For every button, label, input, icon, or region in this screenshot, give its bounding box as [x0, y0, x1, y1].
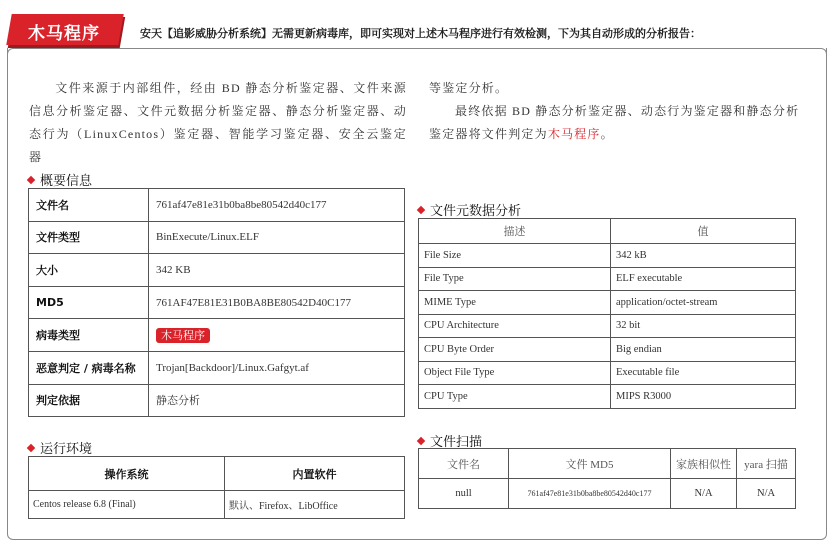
table-row	[29, 221, 405, 254]
table-row	[419, 244, 796, 268]
table-row	[29, 319, 405, 352]
column-header: 家族相似性	[671, 449, 737, 479]
column-header: yara 扫描	[737, 449, 796, 479]
intro-right-text: 最终依据 BD 静态分析鉴定器、动态行为鉴定器和静态分析鉴定器将文件判定为	[429, 104, 800, 141]
diamond-bullet-icon	[417, 206, 425, 214]
metadata-title-text: 文件元数据分析	[430, 204, 522, 219]
column-header: 值	[611, 219, 796, 244]
overview-value: Trojan[Backdoor]/Linux.Gafgyt.af	[149, 351, 405, 384]
metadata-title	[418, 200, 521, 219]
intro-right-line2	[429, 100, 807, 146]
metadata-key: MIME Type	[419, 291, 611, 315]
metadata-value: application/octet-stream	[611, 291, 796, 315]
environment-table	[28, 456, 405, 519]
table-row	[419, 385, 796, 409]
diamond-bullet-icon	[27, 444, 35, 452]
overview-key: 文件类型	[29, 221, 149, 254]
table-row	[419, 267, 796, 291]
overview-value: 静态分析	[149, 384, 405, 417]
table-row	[29, 189, 405, 222]
intro-left-paragraph	[29, 77, 407, 169]
table-row	[29, 351, 405, 384]
intro-right-line1: 等鉴定分析。	[429, 81, 509, 95]
overview-key: 恶意判定 / 病毒名称	[29, 351, 149, 384]
scan-yara: N/A	[737, 479, 796, 509]
overview-value: BinExecute/Linux.ELF	[149, 221, 405, 254]
scan-table	[418, 448, 796, 509]
overview-key: MD5	[29, 286, 149, 319]
table-row	[419, 361, 796, 385]
overview-value: 761AF47E81E31B0BA8BE80542D40C177	[149, 286, 405, 319]
environment-os: Centos release 6.8 (Final)	[29, 491, 225, 519]
table-header-row	[29, 457, 405, 491]
intro-verdict: 木马程序	[547, 127, 601, 141]
table-row	[29, 384, 405, 417]
metadata-key: File Type	[419, 267, 611, 291]
metadata-key: Object File Type	[419, 361, 611, 385]
table-row	[29, 254, 405, 287]
metadata-key: File Size	[419, 244, 611, 268]
overview-value: 761af47e81e31b0ba8be80542d40c177	[149, 189, 405, 222]
metadata-key: CPU Type	[419, 385, 611, 409]
scan-family: N/A	[671, 479, 737, 509]
overview-value: 342 KB	[149, 254, 405, 287]
diamond-bullet-icon	[417, 437, 425, 445]
header-description: 安天【追影威胁分析系统】无需更新病毒库，即可实现对上述木马程序进行有效检测，下为其自动形成的分析报告：	[140, 27, 701, 40]
column-header: 文件 MD5	[509, 449, 671, 479]
column-header: 内置软件	[225, 457, 405, 491]
column-header: 操作系统	[29, 457, 225, 491]
metadata-value: Big endian	[611, 338, 796, 362]
table-row	[29, 286, 405, 319]
diamond-bullet-icon	[27, 176, 35, 184]
metadata-table	[418, 218, 796, 409]
intro-suffix: 。	[600, 127, 614, 141]
scan-filename: null	[419, 479, 509, 509]
metadata-key: CPU Byte Order	[419, 338, 611, 362]
overview-key: 病毒类型	[29, 319, 149, 352]
scan-title-text: 文件扫描	[430, 435, 483, 450]
virus-type-badge: 木马程序	[156, 328, 210, 343]
table-header-row	[419, 449, 796, 479]
table-row	[419, 314, 796, 338]
metadata-value: 32 bit	[611, 314, 796, 338]
table-header-row	[419, 219, 796, 244]
overview-key: 大小	[29, 254, 149, 287]
table-row	[29, 491, 405, 519]
intro-right-paragraph	[429, 77, 807, 146]
scan-md5: 761af47e81e31b0ba8be80542d40c177	[509, 479, 671, 509]
metadata-value: 342 kB	[611, 244, 796, 268]
table-row	[419, 291, 796, 315]
column-header: 描述	[419, 219, 611, 244]
table-row	[419, 338, 796, 362]
overview-key: 文件名	[29, 189, 149, 222]
environment-title	[28, 438, 92, 457]
intro-left-text: 文件来源于内部组件，经由 BD 静态分析鉴定器、文件来源信息分析鉴定器、文件元数据分析鉴定器、静态分析鉴定器、动态行为（LinuxCentos）鉴定器、智能学习鉴定器、安全云鉴定器	[29, 81, 407, 164]
metadata-key: CPU Architecture	[419, 314, 611, 338]
header-tag: 木马程序	[28, 24, 100, 44]
overview-key: 判定依据	[29, 384, 149, 417]
metadata-value: Executable file	[611, 361, 796, 385]
metadata-value: ELF executable	[611, 267, 796, 291]
metadata-value: MIPS R3000	[611, 385, 796, 409]
overview-table	[28, 188, 405, 417]
environment-software: 默认、Firefox、LibOffice	[225, 491, 405, 519]
column-header: 文件名	[419, 449, 509, 479]
overview-value-cell	[149, 319, 405, 352]
environment-title-text: 运行环境	[40, 442, 93, 457]
table-row	[419, 479, 796, 509]
overview-title	[28, 170, 92, 189]
overview-title-text: 概要信息	[40, 174, 93, 189]
